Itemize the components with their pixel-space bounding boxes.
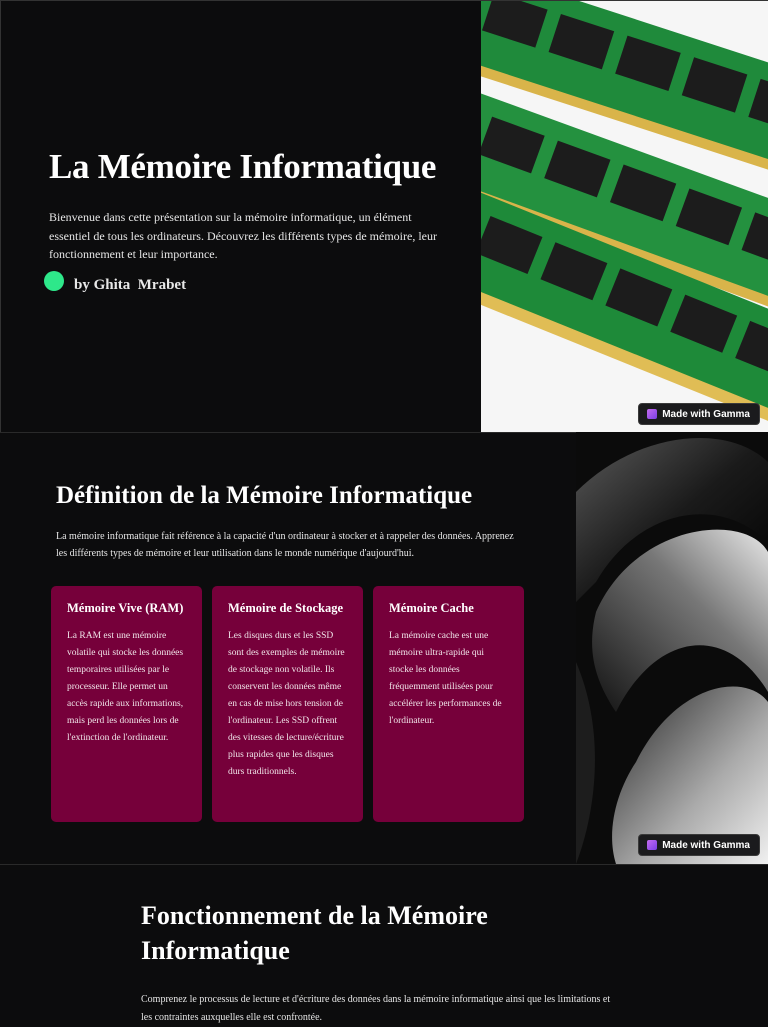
gamma-logo-icon [647,840,657,850]
author-name: by Ghita Mrabet [74,277,187,293]
card-title: Mémoire Cache [389,601,474,615]
card-body: La RAM est une mémoire volatile qui stocke les données temporaires utilisées par le processeur. Elle permet un accès rapide aux informations, mais perd les données lors de l'extinction de l'ordinateur. [67,631,184,743]
abstract-dark-shapes [576,432,768,864]
made-with-gamma-badge[interactable] [638,403,760,425]
card-body: Les disques durs et les SSD sont des exemples de mémoire de stockage non volatile. Ils conservent les données même en cas de mise hors tension de l'ordinateur. Les SSD offrent des vitesses de lecture/écriture plus rapides que les disques durs traditionnels. [228,631,345,777]
fonctionnement-title: Fonctionnement de la Mémoire Informatique [141,901,488,965]
badge-label: Made with Gamma [662,839,750,851]
definition-text: La mémoire informatique fait référence à la capacité d'un ordinateur à stocker et à rappeler des données. Apprenez les différents types de mémoire et leur utilisation dans le monde numérique d'aujourd'hui. [56,531,514,559]
definition-title: Définition de la Mémoire Informatique [56,482,473,509]
badge-label: Made with Gamma [662,408,750,420]
ram-modules-photo [481,1,768,432]
card-storage [212,586,363,822]
card-title: Mémoire de Stockage [228,601,344,615]
card-body: La mémoire cache est une mémoire ultra-rapide qui stocke les données fréquemment utilisées pour accélérer les performances de l'ordinateur. [389,631,502,726]
author-avatar [44,271,64,291]
made-with-gamma-badge[interactable] [638,834,760,856]
card-cache [373,586,524,822]
gamma-logo-icon [647,409,657,419]
card-ram [51,586,202,822]
card-title: Mémoire Vive (RAM) [67,601,184,615]
fonctionnement-text: Comprenez le processus de lecture et d'écriture des données dans la mémoire informatique ainsi que les limitations et les contraintes auxquelles elle est confrontée. [141,994,611,1023]
intro-text: Bienvenue dans cette présentation sur la mémoire informatique, un élément essentiel de tous les ordinateurs. Découvrez les différents types de mémoire, leur fonctionnement et leur importance. [49,210,437,261]
page-title: La Mémoire Informatique [49,147,437,186]
slide-title [0,0,768,432]
